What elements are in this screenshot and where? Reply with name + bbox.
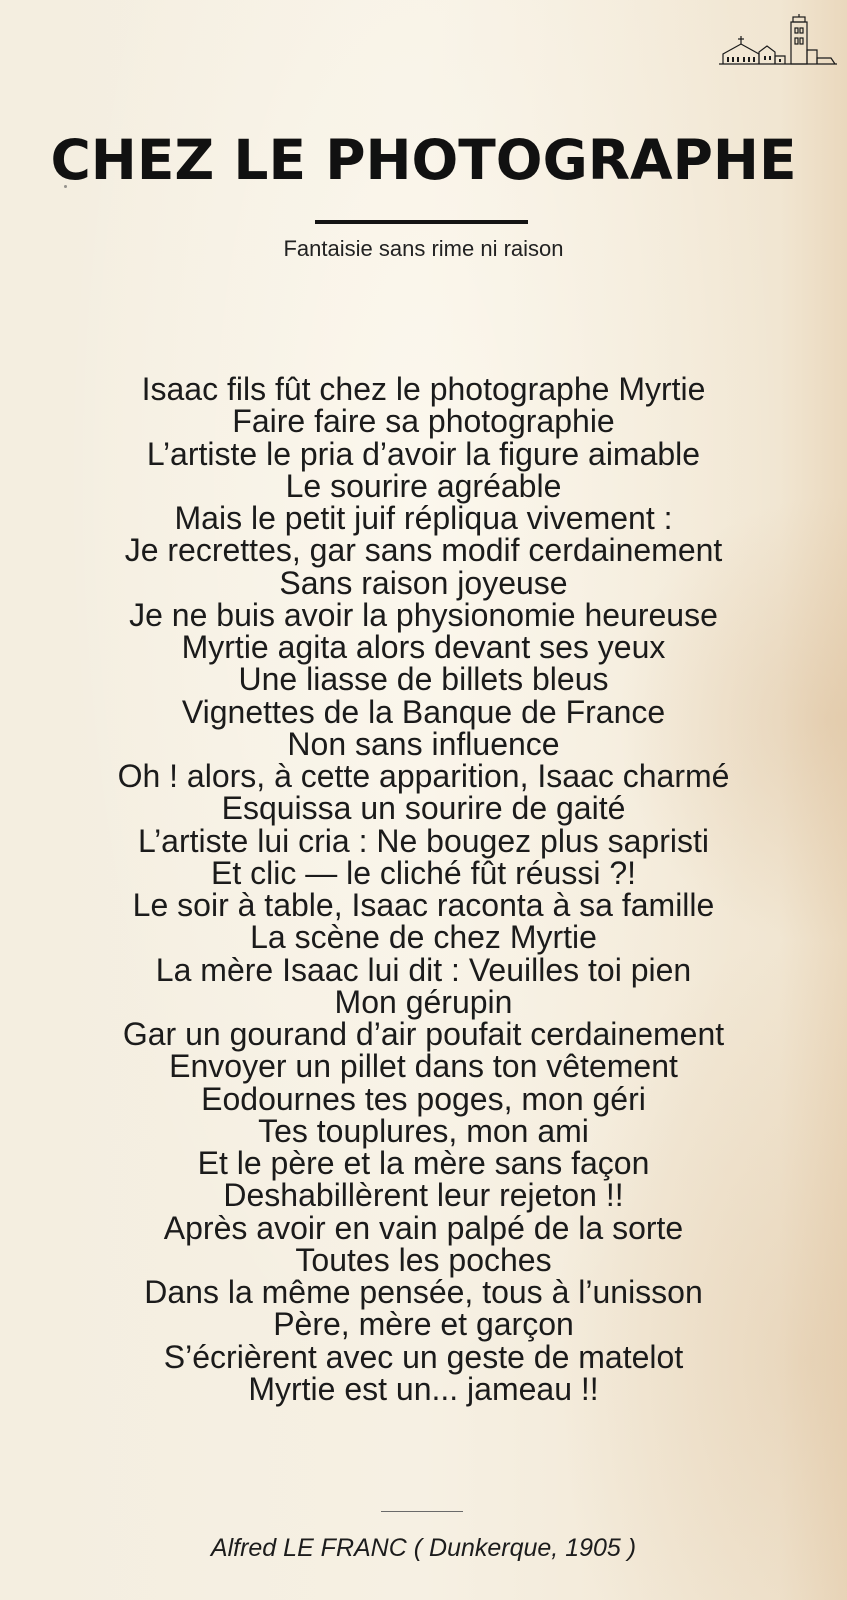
poem-line: L’artiste le pria d’avoir la figure aimable: [146, 435, 701, 472]
signature-divider: [381, 1511, 463, 1512]
poem-line: Isaac fils fût chez le photographe Myrtie: [141, 371, 706, 407]
town-skyline-icon: [719, 14, 837, 68]
poem-line: Deshabillèrent leur rejeton !!: [223, 1177, 624, 1214]
poem-line: Esquissa un sourire de gaité: [221, 790, 626, 827]
poem-line: La scène de chez Myrtie: [250, 919, 597, 956]
poem-line: Une liasse de billets bleus: [238, 661, 609, 698]
poem-line: Et clic — le cliché fût réussi ?!: [210, 854, 637, 891]
poem-line: Faire faire sa photographie: [232, 403, 615, 440]
poem-line: Myrtie est un... jameau !!: [248, 1370, 599, 1407]
title-divider: [315, 220, 528, 224]
poem-line: Tes touplures, mon ami: [258, 1112, 589, 1149]
page-title: CHEZ LE PHOTOGRAPHE: [50, 127, 797, 192]
poem-line: La mère Isaac lui dit : Veuilles toi pien: [155, 951, 692, 988]
poem-line: Et le père et la mère sans façon: [197, 1145, 650, 1181]
poem-line: L’artiste lui cria : Ne bougez plus sapristi: [138, 822, 709, 859]
poem-line: Mon gérupin: [334, 983, 513, 1020]
poem-line: Le sourire agréable: [285, 467, 562, 504]
poem-line: Myrtie agita alors devant ses yeux: [181, 629, 666, 665]
poem-line: Je ne buis avoir la physionomie heureuse: [129, 596, 718, 633]
poem-line: Mais le petit juif répliqua vivement :: [174, 500, 673, 536]
poem-line: Dans la même pensée, tous à l’unisson: [144, 1274, 703, 1310]
poem-line: Oh ! alors, à cette apparition, Isaac charmé: [117, 758, 730, 794]
page-subtitle: Fantaisie sans rime ni raison: [283, 236, 564, 261]
poem-line: Sans raison joyeuse: [279, 564, 568, 601]
poem-line: S’écrièrent avec un geste de matelot: [163, 1338, 684, 1375]
poem-line: Vignettes de la Banque de France: [181, 693, 666, 730]
poem-line: Je recrettes, gar sans modif cerdainement: [124, 532, 723, 569]
poem-line: Envoyer un pillet dans ton vêtement: [169, 1048, 678, 1085]
poem-line: Père, mère et garçon: [273, 1306, 574, 1343]
poem-line: Toutes les poches: [295, 1241, 552, 1278]
poem-body: [0, 373, 847, 1405]
poem-line: Après avoir en vain palpé de la sorte: [163, 1209, 684, 1246]
poem-line: Le soir à table, Isaac raconta à sa famille: [132, 887, 715, 923]
author-signature: Alfred LE FRANC ( Dunkerque, 1905 ): [210, 1534, 637, 1562]
poem-line: Eodournes tes poges, mon géri: [201, 1080, 646, 1117]
poem-line: Gar un gourand d’air poufait cerdainement: [122, 1016, 725, 1052]
poem-line: Non sans influence: [287, 725, 560, 762]
